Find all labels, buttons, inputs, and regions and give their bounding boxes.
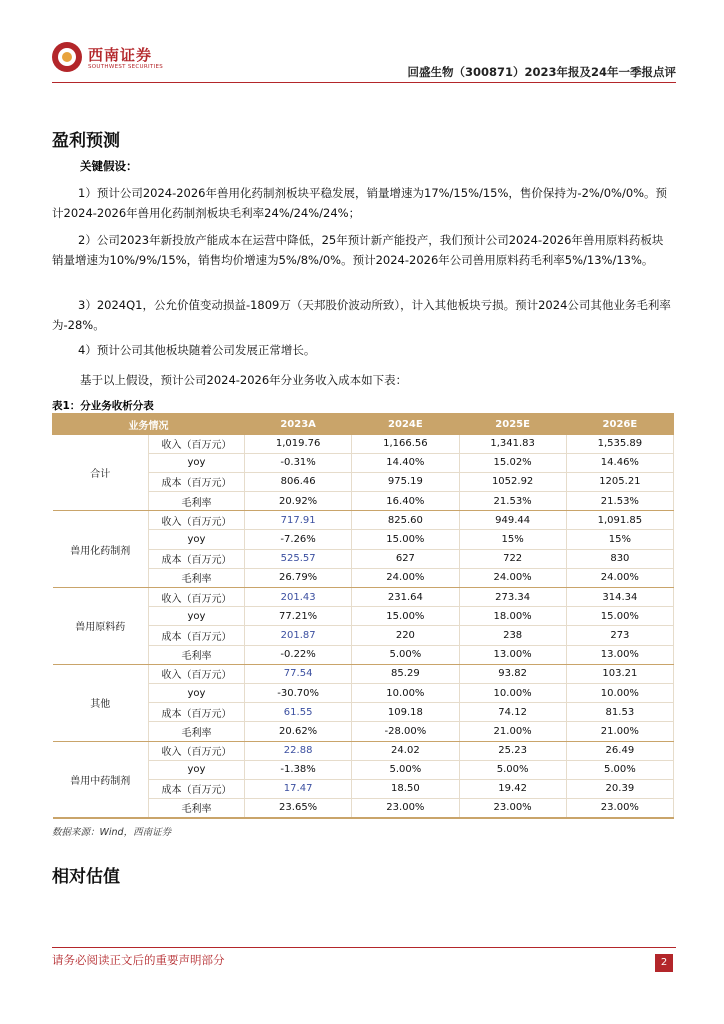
assumption-paragraph: 4）预计公司其他板块随着公司发展正常增长。 [78, 343, 316, 357]
metric-label: 收入（百万元） [149, 664, 245, 683]
table-cell-value: 5.00% [352, 760, 459, 779]
logo-text-en: SOUTHWEST SECURITIES [88, 64, 164, 70]
table-cell-value: 21.53% [459, 492, 566, 511]
table-cell-value: 24.00% [566, 568, 673, 587]
table-cell-value: 24.00% [352, 568, 459, 587]
table-cell-value: 314.34 [566, 588, 673, 607]
assumption-paragraph: 3）2024Q1，公允价值变动损益-1809万（天邦股价波动所致），计入其他板块亏损。预计2024公司其他业务毛利率为-28%。 [52, 298, 671, 332]
table-cell-value: 10.00% [459, 683, 566, 702]
header-divider [52, 82, 676, 83]
metric-label: 成本（百万元） [149, 626, 245, 645]
table-cell-value: 825.60 [352, 511, 459, 530]
table-cell-value: 14.46% [566, 453, 673, 472]
metric-label: 收入（百万元） [149, 434, 245, 453]
table-cell-value: 25.23 [459, 741, 566, 760]
table-cell-value: 23.00% [566, 799, 673, 818]
metric-label: yoy [149, 607, 245, 626]
metric-label: yoy [149, 530, 245, 549]
table-cell-value: 13.00% [566, 645, 673, 664]
table-cell-value: 1,341.83 [459, 434, 566, 453]
table-cell-value: 20.62% [245, 722, 352, 741]
table-cell-value: 1,019.76 [245, 434, 352, 453]
table-cell-value: 5.00% [459, 760, 566, 779]
table-cell-value: 18.00% [459, 607, 566, 626]
table-cell-value: -7.26% [245, 530, 352, 549]
table-cell-value: -28.00% [352, 722, 459, 741]
metric-label: yoy [149, 760, 245, 779]
table-title: 表1：分业务收析分表 [52, 400, 154, 412]
table-cell-value: 109.18 [352, 703, 459, 722]
table-cell-value: 15% [566, 530, 673, 549]
table-header-year: 2026E [566, 414, 673, 434]
table-row [53, 434, 674, 453]
page-number: 2 [655, 954, 673, 972]
table-cell-value: 5.00% [566, 760, 673, 779]
table-source: 数据来源：Wind，西南证券 [52, 827, 172, 838]
metric-label: 毛利率 [149, 722, 245, 741]
table-cell-value: 23.00% [352, 799, 459, 818]
section-title-forecast: 盈利预测 [52, 131, 120, 151]
table-cell-value: 1052.92 [459, 472, 566, 491]
table-cell-value: 722 [459, 549, 566, 568]
table-cell-value: 5.00% [352, 645, 459, 664]
table-cell-value: 14.40% [352, 453, 459, 472]
table-cell-value: 26.49 [566, 741, 673, 760]
table-cell-value: 22.88 [245, 741, 352, 760]
table-header-year: 2023A [245, 414, 352, 434]
table-cell-value: -0.31% [245, 453, 352, 472]
metric-label: 成本（百万元） [149, 472, 245, 491]
key-assumptions-heading: 关键假设： [80, 159, 138, 173]
metric-label: 成本（百万元） [149, 549, 245, 568]
table-cell-value: 238 [459, 626, 566, 645]
segment-name: 合计 [53, 434, 149, 511]
table-cell-value: 23.00% [459, 799, 566, 818]
table-cell-value: 975.19 [352, 472, 459, 491]
table-cell-value: 21.00% [459, 722, 566, 741]
assumption-paragraph: 2）公司2023年新投放产能成本在运营中降低，25年预计新产能投产，我们预计公司2024-2026年兽用原料药板块销量增速为10%/9%/15%，销售均价增速为5%/8%/0%。预计2024-2026年公司兽用原料药毛利率5%/13%/13%。 [52, 233, 664, 267]
table-cell-value: 627 [352, 549, 459, 568]
segment-name: 兽用原料药 [53, 588, 149, 665]
metric-label: 毛利率 [149, 799, 245, 818]
metric-label: 收入（百万元） [149, 588, 245, 607]
table-cell-value: 949.44 [459, 511, 566, 530]
table-cell-value: 806.46 [245, 472, 352, 491]
table-cell-value: 1,166.56 [352, 434, 459, 453]
table-cell-value: 830 [566, 549, 673, 568]
table-cell-value: 10.00% [566, 683, 673, 702]
table-cell-value: -30.70% [245, 683, 352, 702]
table-cell-value: 85.29 [352, 664, 459, 683]
metric-label: 成本（百万元） [149, 703, 245, 722]
metric-label: 毛利率 [149, 645, 245, 664]
table-cell-value: 201.43 [245, 588, 352, 607]
table-cell-value: 23.65% [245, 799, 352, 818]
table-header-business: 业务情况 [53, 414, 245, 434]
table-cell-value: 231.64 [352, 588, 459, 607]
table-row [53, 588, 674, 607]
segment-name: 兽用中药制剂 [53, 741, 149, 818]
table-cell-value: 26.79% [245, 568, 352, 587]
table-cell-value: 61.55 [245, 703, 352, 722]
segment-revenue-table [52, 413, 674, 819]
metric-label: yoy [149, 683, 245, 702]
table-cell-value: 15.02% [459, 453, 566, 472]
table-cell-value: 717.91 [245, 511, 352, 530]
table-cell-value: 17.47 [245, 779, 352, 798]
table-cell-value: 273 [566, 626, 673, 645]
footer-divider [52, 947, 676, 948]
table-cell-value: 1,535.89 [566, 434, 673, 453]
table-cell-value: 16.40% [352, 492, 459, 511]
assumption-paragraph: 1）预计公司2024-2026年兽用化药制剂板块平稳发展，销量增速为17%/15%/15%，售价保持为-2%/0%/0%。预计2024-2026年兽用化药制剂板块毛利率24%/24%/24%； [52, 186, 668, 220]
table-cell-value: 24.02 [352, 741, 459, 760]
table-header-row [53, 414, 674, 434]
metric-label: 收入（百万元） [149, 741, 245, 760]
table-cell-value: 21.00% [566, 722, 673, 741]
section-title-valuation: 相对估值 [52, 867, 120, 887]
table-cell-value: 10.00% [352, 683, 459, 702]
company-logo [52, 40, 212, 78]
segment-name: 兽用化药制剂 [53, 511, 149, 588]
table-cell-value: 74.12 [459, 703, 566, 722]
table-cell-value: 24.00% [459, 568, 566, 587]
table-row [53, 741, 674, 760]
table-cell-value: 21.53% [566, 492, 673, 511]
table-cell-value: 1,091.85 [566, 511, 673, 530]
table-cell-value: 77.54 [245, 664, 352, 683]
metric-label: 成本（百万元） [149, 779, 245, 798]
table-cell-value: 18.50 [352, 779, 459, 798]
metric-label: 收入（百万元） [149, 511, 245, 530]
table-cell-value: 15.00% [566, 607, 673, 626]
metric-label: 毛利率 [149, 568, 245, 587]
page-header [52, 38, 676, 84]
table-cell-value: 19.42 [459, 779, 566, 798]
table-cell-value: 13.00% [459, 645, 566, 664]
footer-disclaimer: 请务必阅读正文后的重要声明部分 [52, 953, 225, 967]
table-header-year: 2024E [352, 414, 459, 434]
table-cell-value: 81.53 [566, 703, 673, 722]
table-cell-value: 20.39 [566, 779, 673, 798]
table-row [53, 664, 674, 683]
table-cell-value: 93.82 [459, 664, 566, 683]
table-row [53, 511, 674, 530]
table-cell-value: 20.92% [245, 492, 352, 511]
logo-icon [52, 42, 82, 72]
table-header-year: 2025E [459, 414, 566, 434]
table-cell-value: 273.34 [459, 588, 566, 607]
table-cell-value: 103.21 [566, 664, 673, 683]
segment-name: 其他 [53, 664, 149, 741]
table-cell-value: -1.38% [245, 760, 352, 779]
report-title: 回盛生物（300871）2023年报及24年一季报点评 [407, 65, 676, 79]
table-cell-value: 15% [459, 530, 566, 549]
metric-label: yoy [149, 453, 245, 472]
table-cell-value: -0.22% [245, 645, 352, 664]
table-cell-value: 77.21% [245, 607, 352, 626]
metric-label: 毛利率 [149, 492, 245, 511]
table-cell-value: 201.87 [245, 626, 352, 645]
assumption-summary: 基于以上假设，预计公司2024-2026年分业务收入成本如下表： [80, 373, 408, 387]
table-cell-value: 525.57 [245, 549, 352, 568]
table-cell-value: 220 [352, 626, 459, 645]
table-cell-value: 1205.21 [566, 472, 673, 491]
table-cell-value: 15.00% [352, 607, 459, 626]
logo-text-cn: 西南证券 [88, 46, 153, 64]
table-cell-value: 15.00% [352, 530, 459, 549]
